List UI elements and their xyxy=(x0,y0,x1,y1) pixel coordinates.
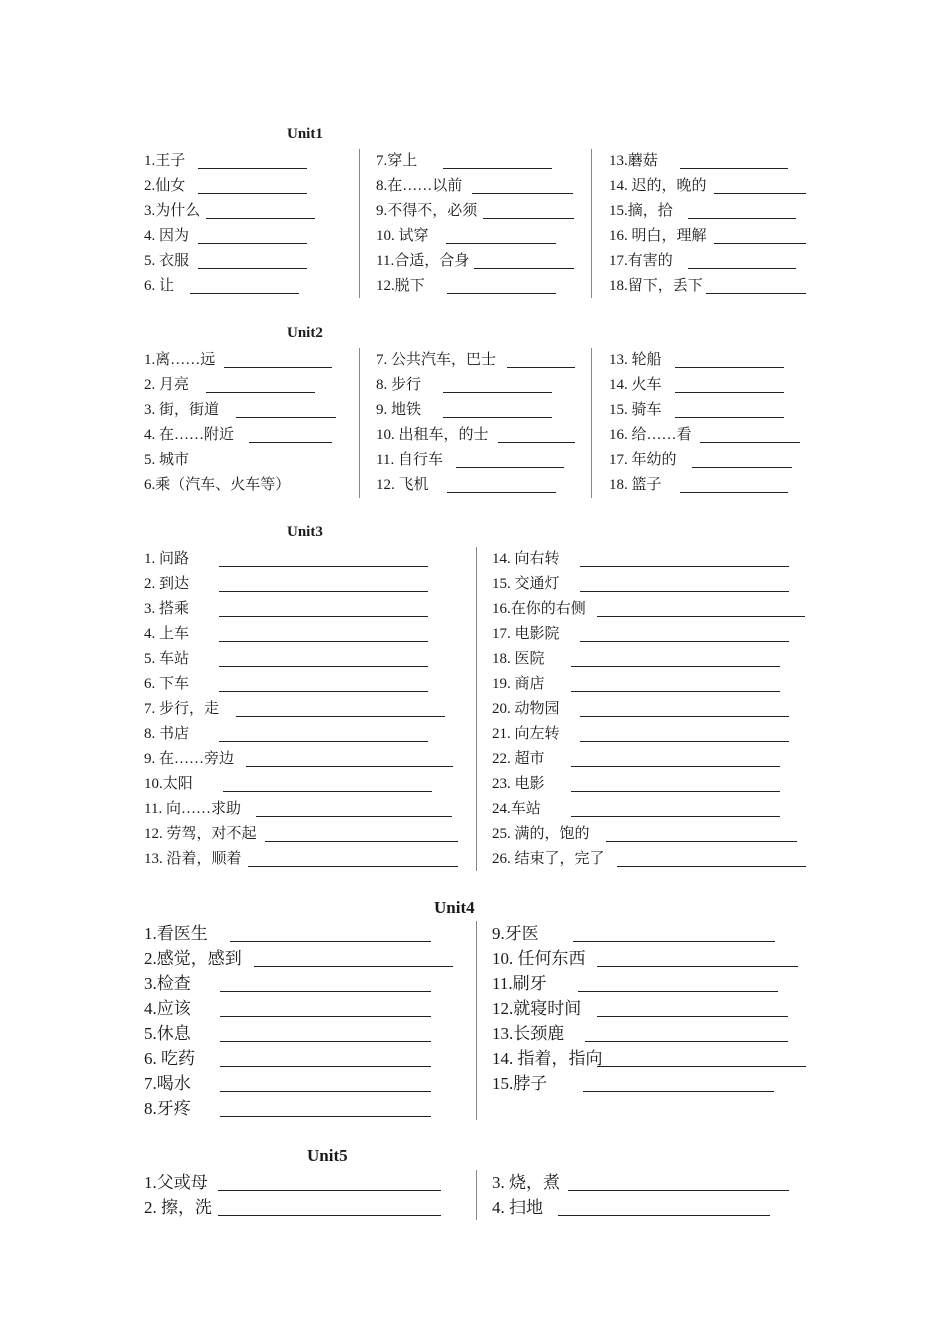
column-divider xyxy=(591,348,592,498)
vocab-prompt: 14. 向右转 xyxy=(492,551,560,567)
vocab-prompt: 13.长颈鹿 xyxy=(492,1024,565,1043)
vocab-prompt: 2.感觉，感到 xyxy=(144,949,242,968)
vocab-prompt: 7. 公共汽车，巴士 xyxy=(376,352,497,368)
answer-blank[interactable] xyxy=(198,268,307,269)
answer-blank[interactable] xyxy=(597,966,798,967)
vocab-prompt: 11.合适，合身 xyxy=(376,253,470,269)
answer-blank[interactable] xyxy=(223,791,432,792)
answer-blank[interactable] xyxy=(585,1041,788,1042)
vocab-prompt: 3. 烧，煮 xyxy=(492,1173,560,1192)
column-divider xyxy=(359,348,360,498)
answer-blank[interactable] xyxy=(483,218,574,219)
unit-title: Unit2 xyxy=(287,325,323,341)
vocab-prompt: 2. 到达 xyxy=(144,576,190,592)
vocab-prompt: 10. 试穿 xyxy=(376,228,429,244)
vocab-prompt: 7.穿上 xyxy=(376,153,418,169)
answer-blank[interactable] xyxy=(675,417,784,418)
unit-title: Unit4 xyxy=(434,898,475,917)
answer-blank[interactable] xyxy=(219,741,428,742)
vocab-prompt: 9.牙医 xyxy=(492,924,539,943)
vocab-prompt: 11. 自行车 xyxy=(376,452,443,468)
answer-blank[interactable] xyxy=(675,392,784,393)
answer-blank[interactable] xyxy=(472,193,573,194)
vocab-prompt: 14. 指着，指向 xyxy=(492,1049,603,1068)
vocab-prompt: 1.父或母 xyxy=(144,1173,208,1192)
vocab-prompt: 4. 上车 xyxy=(144,626,190,642)
vocab-prompt: 18. 篮子 xyxy=(609,477,662,493)
vocab-prompt: 15.脖子 xyxy=(492,1074,548,1093)
vocab-prompt: 2. 擦，洗 xyxy=(144,1198,212,1217)
vocab-prompt: 9. 在……旁边 xyxy=(144,751,235,767)
answer-blank[interactable] xyxy=(700,442,800,443)
vocab-prompt: 7.喝水 xyxy=(144,1074,191,1093)
vocab-prompt: 12.脱下 xyxy=(376,278,425,294)
answer-blank[interactable] xyxy=(219,591,428,592)
vocab-prompt: 16.在你的右侧 xyxy=(492,601,586,617)
vocab-prompt: 13. 轮船 xyxy=(609,352,662,368)
vocab-prompt: 11. 向……求助 xyxy=(144,801,241,817)
answer-blank[interactable] xyxy=(220,1116,431,1117)
answer-blank[interactable] xyxy=(220,1066,431,1067)
vocab-prompt: 6. 下车 xyxy=(144,676,190,692)
vocab-prompt: 13.蘑菇 xyxy=(609,153,658,169)
vocab-prompt: 7. 步行，走 xyxy=(144,701,220,717)
answer-blank[interactable] xyxy=(558,1215,770,1216)
answer-blank[interactable] xyxy=(692,467,792,468)
answer-blank[interactable] xyxy=(256,816,452,817)
vocab-prompt: 26. 结束了，完了 xyxy=(492,851,605,867)
answer-blank[interactable] xyxy=(571,791,780,792)
vocab-prompt: 4.应该 xyxy=(144,999,191,1018)
answer-blank[interactable] xyxy=(248,866,458,867)
column-divider xyxy=(591,149,592,298)
answer-blank[interactable] xyxy=(606,841,797,842)
vocab-prompt: 4. 因为 xyxy=(144,228,190,244)
column-divider xyxy=(359,149,360,298)
vocab-prompt: 3.检查 xyxy=(144,974,191,993)
answer-blank[interactable] xyxy=(220,1091,431,1092)
answer-blank[interactable] xyxy=(219,666,428,667)
unit-title: Unit5 xyxy=(307,1146,348,1165)
answer-blank[interactable] xyxy=(230,941,431,942)
answer-blank[interactable] xyxy=(206,218,315,219)
answer-blank[interactable] xyxy=(580,716,789,717)
vocab-prompt: 23. 电影 xyxy=(492,776,545,792)
vocab-prompt: 5.休息 xyxy=(144,1024,191,1043)
vocab-prompt: 15. 交通灯 xyxy=(492,576,560,592)
answer-blank[interactable] xyxy=(617,866,806,867)
vocab-prompt: 16. 给……看 xyxy=(609,427,692,443)
answer-blank[interactable] xyxy=(254,966,453,967)
answer-blank[interactable] xyxy=(597,616,805,617)
vocab-prompt: 19. 商店 xyxy=(492,676,545,692)
answer-blank[interactable] xyxy=(714,243,806,244)
answer-blank[interactable] xyxy=(443,168,552,169)
answer-blank[interactable] xyxy=(198,193,307,194)
vocab-prompt: 8. 书店 xyxy=(144,726,190,742)
answer-blank[interactable] xyxy=(688,218,796,219)
answer-blank[interactable] xyxy=(706,293,806,294)
answer-blank[interactable] xyxy=(443,417,552,418)
answer-blank[interactable] xyxy=(198,243,307,244)
answer-blank[interactable] xyxy=(206,392,315,393)
vocab-prompt: 12. 劳驾，对不起 xyxy=(144,826,257,842)
answer-blank[interactable] xyxy=(443,392,552,393)
unit-title: Unit3 xyxy=(287,524,323,540)
answer-blank[interactable] xyxy=(446,243,556,244)
answer-blank[interactable] xyxy=(265,841,458,842)
vocab-prompt: 9. 地铁 xyxy=(376,402,422,418)
answer-blank[interactable] xyxy=(571,816,780,817)
vocab-prompt: 8.牙疼 xyxy=(144,1099,191,1118)
vocab-prompt: 10. 任何东西 xyxy=(492,949,586,968)
vocab-prompt: 4. 扫地 xyxy=(492,1198,543,1217)
vocab-prompt: 21. 向左转 xyxy=(492,726,560,742)
vocab-prompt: 17.有害的 xyxy=(609,253,673,269)
answer-blank[interactable] xyxy=(571,691,780,692)
answer-blank[interactable] xyxy=(580,566,789,567)
vocab-prompt: 5. 衣服 xyxy=(144,253,190,269)
answer-blank[interactable] xyxy=(507,367,575,368)
answer-blank[interactable] xyxy=(675,367,784,368)
column-divider xyxy=(476,921,477,1120)
answer-blank[interactable] xyxy=(573,941,775,942)
unit-title: Unit1 xyxy=(287,126,323,142)
vocab-prompt: 24.车站 xyxy=(492,801,541,817)
vocab-prompt: 1.王子 xyxy=(144,153,186,169)
vocab-prompt: 3. 街，街道 xyxy=(144,402,220,418)
vocab-prompt: 6.乘（汽车、火车等） xyxy=(144,477,291,493)
answer-blank[interactable] xyxy=(190,293,299,294)
vocab-prompt: 4. 在……附近 xyxy=(144,427,235,443)
vocab-prompt: 17. 年幼的 xyxy=(609,452,677,468)
answer-blank[interactable] xyxy=(568,1190,789,1191)
vocab-prompt: 15. 骑车 xyxy=(609,402,662,418)
vocab-prompt: 3. 搭乘 xyxy=(144,601,190,617)
vocab-prompt: 6. 吃药 xyxy=(144,1049,195,1068)
vocab-prompt: 5. 城市 xyxy=(144,452,190,468)
vocab-prompt: 14. 迟的，晚的 xyxy=(609,178,707,194)
vocab-prompt: 18.留下，丢下 xyxy=(609,278,703,294)
answer-blank[interactable] xyxy=(236,417,336,418)
answer-blank[interactable] xyxy=(580,641,789,642)
vocab-prompt: 6. 让 xyxy=(144,278,175,294)
column-divider xyxy=(476,547,477,871)
vocab-prompt: 13. 沿着，顺着 xyxy=(144,851,242,867)
answer-blank[interactable] xyxy=(571,766,780,767)
vocab-prompt: 2. 月亮 xyxy=(144,377,190,393)
vocab-prompt: 22. 超市 xyxy=(492,751,545,767)
vocab-prompt: 10.太阳 xyxy=(144,776,193,792)
answer-blank[interactable] xyxy=(218,1190,441,1191)
answer-blank[interactable] xyxy=(456,467,564,468)
vocab-prompt: 1.离……远 xyxy=(144,352,216,368)
vocab-prompt: 18. 医院 xyxy=(492,651,545,667)
answer-blank[interactable] xyxy=(447,492,556,493)
answer-blank[interactable] xyxy=(249,442,332,443)
answer-blank[interactable] xyxy=(219,691,428,692)
vocab-prompt: 25. 满的，饱的 xyxy=(492,826,590,842)
answer-blank[interactable] xyxy=(220,1041,431,1042)
vocab-prompt: 8.在……以前 xyxy=(376,178,463,194)
vocab-prompt: 1.看医生 xyxy=(144,924,208,943)
answer-blank[interactable] xyxy=(219,641,428,642)
answer-blank[interactable] xyxy=(198,168,307,169)
vocab-prompt: 1. 问路 xyxy=(144,551,190,567)
vocab-prompt: 14. 火车 xyxy=(609,377,662,393)
answer-blank[interactable] xyxy=(580,591,789,592)
answer-blank[interactable] xyxy=(583,1091,774,1092)
answer-blank[interactable] xyxy=(220,991,431,992)
vocab-prompt: 16. 明白，理解 xyxy=(609,228,707,244)
answer-blank[interactable] xyxy=(236,716,445,717)
answer-blank[interactable] xyxy=(218,1215,441,1216)
answer-blank[interactable] xyxy=(580,741,789,742)
answer-blank[interactable] xyxy=(220,1016,431,1017)
vocab-prompt: 2.仙女 xyxy=(144,178,186,194)
vocab-prompt: 11.刷牙 xyxy=(492,974,547,993)
column-divider xyxy=(476,1170,477,1220)
vocab-prompt: 17. 电影院 xyxy=(492,626,560,642)
answer-blank[interactable] xyxy=(474,268,574,269)
answer-blank[interactable] xyxy=(219,566,428,567)
vocab-prompt: 10. 出租车，的士 xyxy=(376,427,489,443)
vocab-prompt: 8. 步行 xyxy=(376,377,422,393)
answer-blank[interactable] xyxy=(597,1066,806,1067)
vocab-prompt: 12. 飞机 xyxy=(376,477,429,493)
answer-blank[interactable] xyxy=(597,1016,788,1017)
vocab-prompt: 20. 动物园 xyxy=(492,701,560,717)
answer-blank[interactable] xyxy=(680,492,788,493)
answer-blank[interactable] xyxy=(219,616,428,617)
answer-blank[interactable] xyxy=(680,168,788,169)
vocab-prompt: 12.就寝时间 xyxy=(492,999,582,1018)
answer-blank[interactable] xyxy=(246,766,453,767)
answer-blank[interactable] xyxy=(571,666,780,667)
answer-blank[interactable] xyxy=(578,991,778,992)
answer-blank[interactable] xyxy=(224,367,332,368)
vocab-prompt: 15.摘，拾 xyxy=(609,203,673,219)
vocab-prompt: 5. 车站 xyxy=(144,651,190,667)
vocab-prompt: 3.为什么 xyxy=(144,203,201,219)
vocab-prompt: 9.不得不，必须 xyxy=(376,203,478,219)
answer-blank[interactable] xyxy=(714,193,806,194)
answer-blank[interactable] xyxy=(447,293,556,294)
answer-blank[interactable] xyxy=(498,442,575,443)
answer-blank[interactable] xyxy=(688,268,796,269)
